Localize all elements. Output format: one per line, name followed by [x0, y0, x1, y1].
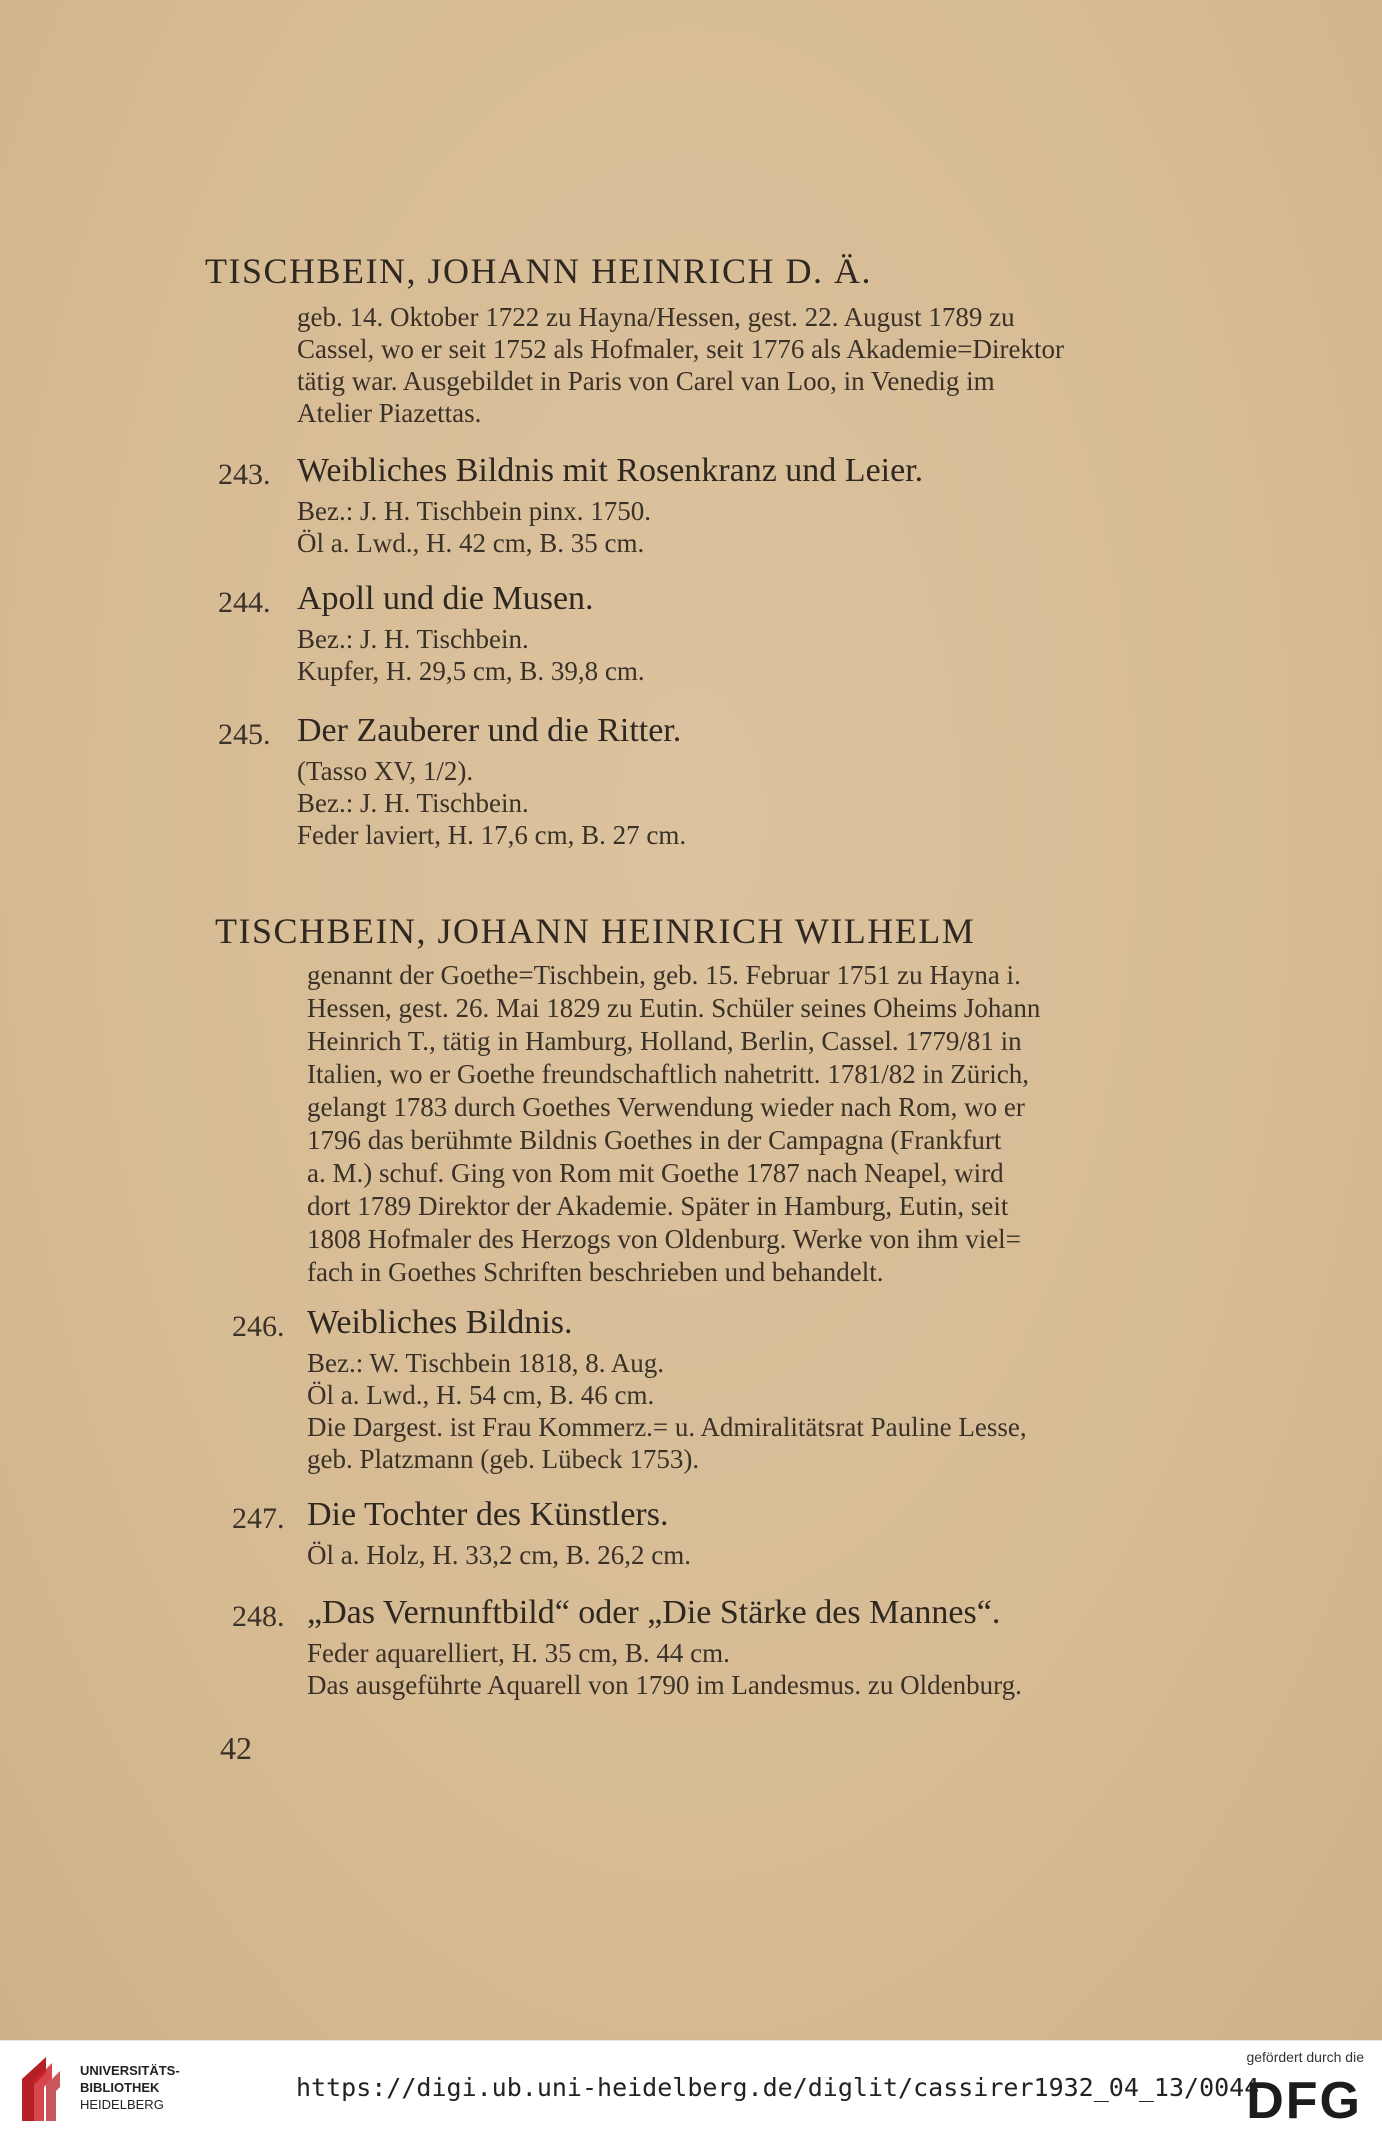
- entry-detail: Bez.: J. H. Tischbein.: [297, 624, 529, 654]
- entry-detail: (Tasso XV, 1/2).: [297, 756, 474, 786]
- artist-heading: TISCHBEIN, JOHANN HEINRICH D. Ä.: [205, 251, 872, 291]
- viewer-footer: [0, 2040, 1382, 2139]
- bio-line: genannt der Goethe=Tischbein, geb. 15. Februar 1751 zu Hayna i.: [307, 960, 1021, 990]
- page-number: 42: [220, 1730, 252, 1766]
- entry-detail: Öl a. Holz, H. 33,2 cm, B. 26,2 cm.: [307, 1540, 691, 1570]
- bio-line: Heinrich T., tätig in Hamburg, Holland, Berlin, Cassel. 1779/81 in: [307, 1026, 1022, 1056]
- bio-line: Hessen, gest. 26. Mai 1829 zu Eutin. Schüler seines Oheims Johann: [307, 993, 1041, 1023]
- bio-line: Italien, wo er Goethe freundschaftlich nahetritt. 1781/82 in Zürich,: [307, 1059, 1030, 1089]
- entry-number: 247.: [232, 1502, 285, 1535]
- library-name-line: UNIVERSITÄTS-: [80, 2063, 180, 2078]
- entry-number: 245.: [218, 718, 271, 751]
- bio-line: fach in Goethes Schriften beschrieben und behandelt.: [307, 1257, 884, 1287]
- bio-line: tätig war. Ausgebildet in Paris von Carel van Loo, in Venedig im: [297, 366, 995, 396]
- sponsor-label: gefördert durch die: [1246, 2049, 1364, 2065]
- bio-line: Atelier Piazettas.: [297, 398, 482, 428]
- entry-title: Apoll und die Musen.: [297, 580, 594, 617]
- bio-line: 1808 Hofmaler des Herzogs von Oldenburg. Werke von ihm viel=: [307, 1224, 1021, 1254]
- entry-title: Der Zauberer und die Ritter.: [297, 712, 682, 749]
- bio-line: geb. 14. Oktober 1722 zu Hayna/Hessen, gest. 22. August 1789 zu: [297, 302, 1015, 332]
- entry-detail: Öl a. Lwd., H. 54 cm, B. 46 cm.: [307, 1380, 655, 1410]
- entry-detail: Das ausgeführte Aquarell von 1790 im Landesmus. zu Oldenburg.: [307, 1670, 1022, 1700]
- artist-heading: TISCHBEIN, JOHANN HEINRICH WILHELM: [215, 911, 976, 951]
- bio-line: dort 1789 Direktor der Akademie. Später in Hamburg, Eutin, seit: [307, 1191, 1009, 1221]
- permalink-url[interactable]: https://digi.ub.uni-heidelberg.de/diglit/cassirer1932_04_13/0044: [296, 2073, 1260, 2102]
- entry-number: 246.: [232, 1310, 285, 1343]
- entry-title: Weibliches Bildnis mit Rosenkranz und Leier.: [297, 452, 924, 489]
- bio-line: Cassel, wo er seit 1752 als Hofmaler, seit 1776 als Akademie=Direktor: [297, 334, 1064, 364]
- entry-detail: Feder laviert, H. 17,6 cm, B. 27 cm.: [297, 820, 687, 850]
- entry-detail: Öl a. Lwd., H. 42 cm, B. 35 cm.: [297, 528, 645, 558]
- ub-heidelberg-logo-icon: [16, 2053, 72, 2125]
- entry-detail: Feder aquarelliert, H. 35 cm, B. 44 cm.: [307, 1638, 730, 1668]
- bio-line: gelangt 1783 durch Goethes Verwendung wieder nach Rom, wo er: [307, 1092, 1025, 1122]
- bio-line: 1796 das berühmte Bildnis Goethes in der Campagna (Frankfurt: [307, 1125, 1002, 1155]
- dfg-logo: DFG: [1246, 2072, 1362, 2130]
- entry-number: 248.: [232, 1600, 285, 1633]
- entry-detail: Die Dargest. ist Frau Kommerz.= u. Admiralitätsrat Pauline Lesse,: [307, 1412, 1027, 1442]
- entry-detail: Kupfer, H. 29,5 cm, B. 39,8 cm.: [297, 656, 645, 686]
- library-name-line: BIBLIOTHEK: [80, 2080, 160, 2095]
- entry-detail: Bez.: J. H. Tischbein.: [297, 788, 529, 818]
- bio-line: a. M.) schuf. Ging von Rom mit Goethe 1787 nach Neapel, wird: [307, 1158, 1004, 1188]
- entry-number: 243.: [218, 458, 271, 491]
- entry-number: 244.: [218, 586, 271, 619]
- entry-title: Die Tochter des Künstlers.: [307, 1496, 669, 1533]
- entry-title: Weibliches Bildnis.: [307, 1304, 573, 1341]
- entry-title: „Das Vernunftbild“ oder „Die Stärke des Mannes“.: [307, 1594, 1001, 1631]
- entry-detail: Bez.: J. H. Tischbein pinx. 1750.: [297, 496, 652, 526]
- entry-detail: Bez.: W. Tischbein 1818, 8. Aug.: [307, 1348, 665, 1378]
- entry-detail: geb. Platzmann (geb. Lübeck 1753).: [307, 1444, 700, 1474]
- library-name-line: HEIDELBERG: [80, 2097, 164, 2112]
